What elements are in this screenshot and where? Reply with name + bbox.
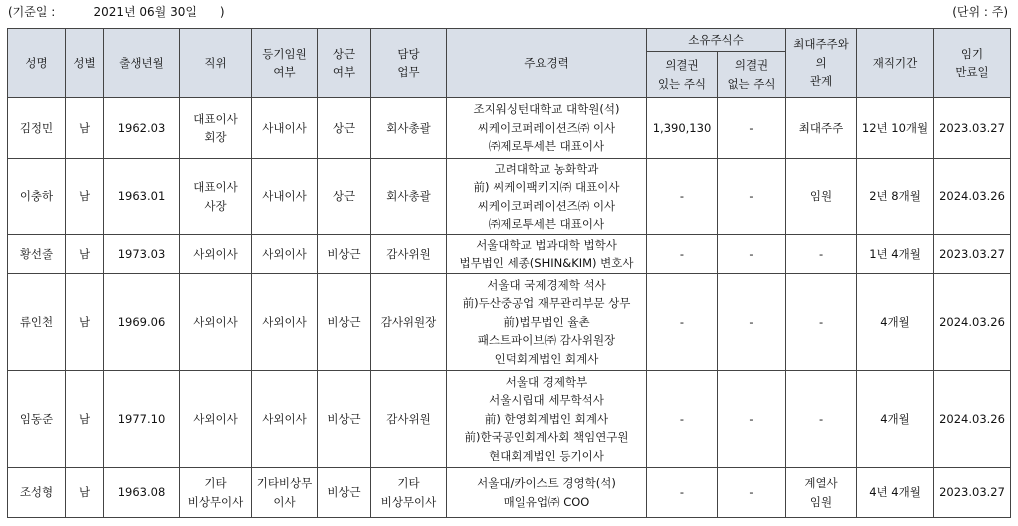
cell-career <box>447 371 647 468</box>
cell-term: 2023.03.27 <box>934 235 1011 274</box>
header-tenure: 재직기간 <box>857 29 934 98</box>
cell-registered <box>252 159 318 235</box>
cell-position <box>180 371 252 468</box>
header-shares: 소유주식수 <box>647 29 786 52</box>
cell-line: 사외이사 <box>262 411 307 426</box>
cell-nonvoting: - <box>718 274 786 371</box>
cell-career <box>447 235 647 274</box>
header-birth: 출생년월 <box>104 29 180 98</box>
cell-birth: 1963.08 <box>104 468 180 518</box>
cell-line: ㈜제로투세븐 대표이사 <box>488 217 605 231</box>
cell-line: 비상무이사 <box>380 494 437 509</box>
cell-position <box>180 235 252 274</box>
cell-gender: 남 <box>66 159 104 235</box>
header-fulltime: 상근 여부 <box>318 29 371 98</box>
cell-birth: 1969.06 <box>104 274 180 371</box>
cell-tenure: 1년 4개월 <box>857 235 934 274</box>
cell-voting: - <box>647 235 718 274</box>
cell-line: 감사위원장 <box>380 314 437 329</box>
cell-line: 임원 <box>809 189 833 204</box>
cell-birth: 1962.03 <box>104 98 180 159</box>
cell-line: 대표이사 <box>193 111 238 126</box>
cell-registered <box>252 98 318 159</box>
cell-career <box>447 468 647 518</box>
cell-gender: 남 <box>66 98 104 159</box>
table-row <box>8 235 1011 274</box>
cell-name: 이충하 <box>8 159 66 235</box>
cell-position <box>180 468 252 518</box>
cell-line: 사내이사 <box>262 189 307 204</box>
cell-line: 회장 <box>204 130 227 144</box>
cell-line: 사장 <box>204 198 227 213</box>
cell-position <box>180 98 252 159</box>
table-row <box>8 159 1011 235</box>
header-gender: 성별 <box>66 29 104 98</box>
cell-fulltime: 비상근 <box>318 468 371 518</box>
cell-tenure: 2년 8개월 <box>857 159 934 235</box>
cell-line: 서울대학교 법과대학 법학사 <box>476 237 617 252</box>
cell-line: 패스트파이브㈜ 감사위원장 <box>477 333 616 348</box>
cell-registered <box>252 468 318 518</box>
cell-line: 前)두산중공업 재무관리부문 상무 <box>462 296 631 311</box>
cell-name: 조성형 <box>8 468 66 518</box>
header-term: 임기 만료일 <box>934 29 1011 98</box>
cell-fulltime: 상근 <box>318 98 371 159</box>
cell-registered <box>252 371 318 468</box>
reference-date: (기준일 : 2021년 06월 30일 ) <box>8 5 225 19</box>
cell-term: 2024.03.26 <box>934 274 1011 371</box>
table-row <box>8 98 1011 159</box>
cell-relation <box>786 468 857 518</box>
cell-tenure: 4개월 <box>857 371 934 468</box>
cell-tenure: 4개월 <box>857 274 934 371</box>
cell-line: - <box>818 411 824 426</box>
cell-position <box>180 274 252 371</box>
cell-duty <box>371 235 447 274</box>
cell-line: 前)법무법인 율촌 <box>503 314 590 329</box>
cell-position <box>180 159 252 235</box>
cell-voting: 1,390,130 <box>647 98 718 159</box>
cell-line: 현대회계법인 등기이사 <box>489 448 604 463</box>
cell-line: 서울대 국제경제학 석사 <box>487 277 606 292</box>
cell-career <box>447 98 647 159</box>
cell-nonvoting: - <box>718 235 786 274</box>
cell-line: ㈜제로투세븐 대표이사 <box>488 139 605 154</box>
cell-fulltime: 상근 <box>318 159 371 235</box>
cell-line: 대표이사 <box>193 180 238 194</box>
cell-line: 매일유업㈜ COO <box>503 494 590 509</box>
cell-line: 前)한국공인회계사회 책임연구원 <box>464 430 629 445</box>
cell-line: 인덕회계법인 회계사 <box>494 351 599 366</box>
cell-duty <box>371 98 447 159</box>
cell-gender: 남 <box>66 235 104 274</box>
cell-line: 사외이사 <box>193 246 238 261</box>
cell-line: 감사위원 <box>386 411 431 426</box>
cell-line: 서울대/카이스트 경영학(석) <box>477 476 616 490</box>
cell-line: - <box>818 314 824 329</box>
cell-voting: - <box>647 274 718 371</box>
header-voting: 의결권 있는 주식 <box>647 52 718 98</box>
cell-fulltime: 비상근 <box>318 371 371 468</box>
cell-line: 씨케이코퍼레이션즈㈜ 이사 <box>477 120 616 135</box>
cell-line: 서울대 경제학부 <box>505 374 588 389</box>
cell-nonvoting: - <box>718 159 786 235</box>
cell-birth: 1963.01 <box>104 159 180 235</box>
cell-birth: 1973.03 <box>104 235 180 274</box>
cell-relation <box>786 371 857 468</box>
cell-career <box>447 159 647 235</box>
header-career: 주요경력 <box>447 29 647 98</box>
cell-career <box>447 274 647 371</box>
cell-line: 이사 <box>273 494 296 509</box>
cell-tenure: 4년 4개월 <box>857 468 934 518</box>
cell-line: 계열사 <box>804 476 838 490</box>
cell-duty <box>371 468 447 518</box>
cell-relation <box>786 98 857 159</box>
cell-line: 사외이사 <box>193 314 238 329</box>
cell-registered <box>252 274 318 371</box>
cell-line: - <box>818 246 824 261</box>
unit-label: (단위 : 주) <box>952 5 1008 19</box>
cell-nonvoting: - <box>718 98 786 159</box>
cell-duty <box>371 371 447 468</box>
header-duty: 담당 업무 <box>371 29 447 98</box>
cell-voting: - <box>647 468 718 518</box>
cell-line: 사외이사 <box>193 411 238 426</box>
cell-line: 고려대학교 농화학과 <box>494 161 599 176</box>
cell-term: 2023.03.27 <box>934 468 1011 518</box>
cell-duty <box>371 159 447 235</box>
cell-term: 2024.03.26 <box>934 371 1011 468</box>
cell-voting: - <box>647 159 718 235</box>
cell-line: 임원 <box>809 494 833 509</box>
cell-voting: - <box>647 371 718 468</box>
cell-line: 비상무이사 <box>187 494 244 509</box>
cell-line: 회사총괄 <box>386 120 431 135</box>
cell-line: 법무법인 세종(SHIN&KIM) 변호사 <box>459 256 634 270</box>
cell-tenure: 12년 10개월 <box>857 98 934 159</box>
cell-line: 기타비상무 <box>256 476 313 490</box>
cell-name: 류인천 <box>8 274 66 371</box>
table-row <box>8 274 1011 371</box>
cell-line: 기타 <box>397 476 420 490</box>
cell-term: 2024.03.26 <box>934 159 1011 235</box>
cell-relation <box>786 235 857 274</box>
cell-relation <box>786 159 857 235</box>
cell-name: 김정민 <box>8 98 66 159</box>
cell-fulltime: 비상근 <box>318 274 371 371</box>
cell-birth: 1977.10 <box>104 371 180 468</box>
table-body <box>8 98 1011 518</box>
table-row <box>8 468 1011 518</box>
cell-line: 사내이사 <box>262 120 307 135</box>
cell-gender: 남 <box>66 274 104 371</box>
cell-line: 씨케이코퍼레이션즈㈜ 이사 <box>477 198 616 213</box>
cell-line: 서울시립대 세무학석사 <box>489 393 604 408</box>
header-registered: 등기임원 여부 <box>252 29 318 98</box>
cell-nonvoting: - <box>718 468 786 518</box>
header-nonvoting: 의결권 없는 주식 <box>718 52 786 98</box>
cell-nonvoting: - <box>718 371 786 468</box>
header-name: 성명 <box>8 29 66 98</box>
cell-line: 前) 한영회계법인 회계사 <box>484 411 609 426</box>
cell-registered <box>252 235 318 274</box>
table-row <box>8 371 1011 468</box>
cell-line: 사외이사 <box>262 314 307 329</box>
cell-term: 2023.03.27 <box>934 98 1011 159</box>
cell-relation <box>786 274 857 371</box>
cell-line: 회사총괄 <box>386 189 431 204</box>
cell-line: 기타 <box>204 476 227 490</box>
cell-fulltime: 비상근 <box>318 235 371 274</box>
cell-line: 감사위원 <box>386 246 431 261</box>
cell-name: 황선줄 <box>8 235 66 274</box>
header-position: 직위 <box>180 29 252 98</box>
header-line <box>8 3 1008 21</box>
executives-table <box>7 28 1011 518</box>
cell-line: 조지워싱턴대학교 대학원(석) <box>473 102 620 117</box>
cell-duty <box>371 274 447 371</box>
cell-line: 前) 씨케이팩키지㈜ 대표이사 <box>473 180 620 194</box>
cell-line: 사외이사 <box>262 246 307 261</box>
cell-gender: 남 <box>66 468 104 518</box>
cell-name: 임동준 <box>8 371 66 468</box>
cell-line: 최대주주 <box>798 120 844 135</box>
cell-gender: 남 <box>66 371 104 468</box>
header-relation: 최대주주와 의 관계 <box>786 29 857 98</box>
